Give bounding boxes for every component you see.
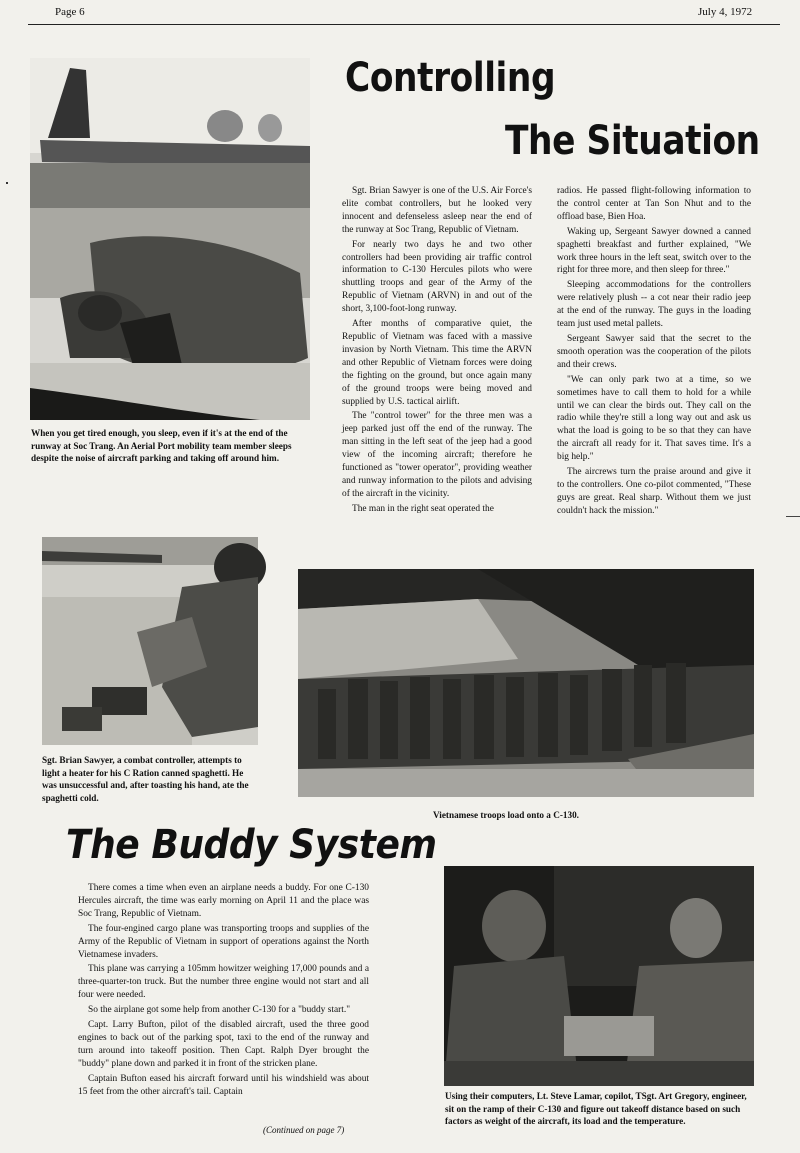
story2-paragraph: This plane was carrying a 105mm howitzer weighing 17,000 pounds and a three-quarter-ton truck. But the number three engine would not start and all four were needed. <box>78 964 369 1001</box>
crew-computers-photo <box>444 866 754 1086</box>
heater-photo <box>42 537 258 745</box>
continued-note: (Continued on page 7) <box>263 1125 345 1135</box>
sleeping-airman-photo <box>30 58 310 420</box>
crew-photo-caption: Using their computers, Lt. Steve Lamar, copilot, TSgt. Art Gregory, engineer, sit on the ramp of their C-130 and figure out takeoff distance based on such factors as weight of the aircraft, its load and the temperature. <box>445 1091 747 1127</box>
story2-paragraph: The four-engined cargo plane was transporting troops and supplies of the Army of the Republic of Vietnam in support of operations against the North Vietnamese invaders. <box>78 923 369 960</box>
scan-speck <box>6 182 8 184</box>
header-rule <box>28 24 780 25</box>
headline-buddy-system: The Buddy System <box>66 822 437 868</box>
headline-controlling: Controlling <box>345 55 556 101</box>
heater-photo-caption: Sgt. Brian Sawyer, a combat controller, attempts to light a heater for his C Ration canned spaghetti. He was unsuccessful and, after toasting his hand, ate the spaghetti cold. <box>42 755 249 803</box>
story1-paragraph: radios. He passed flight-following information to the control center at Tan Son Nhut and to the offload base, Bien Hoa. <box>557 186 751 222</box>
story2-paragraph: Captain Bufton eased his aircraft forward until his windshield was about 15 feet from the other aircraft's tail. Captain <box>78 1073 369 1097</box>
story2-body <box>78 882 369 1122</box>
story1-paragraph: Sgt. Brian Sawyer is one of the U.S. Air Force's elite combat controllers, but he looked very innocent and defenseless asleep near the end of the runway at Soc Trang, Republic of Vietnam. <box>342 186 532 235</box>
story1-paragraph: For nearly two days he and two other controllers had been providing air traffic control information to C-130 Hercules pilots who were shuttling troops and gear of the Army of the Republic of Vietnam (ARVN) in and out of the short, 3,100-foot-long runway. <box>342 239 532 315</box>
headline-the-situation: The Situation <box>505 118 760 164</box>
story1-paragraph: "We can only park two at a time, so we sometimes have to call them to hold for a while until we can clear the birds out. They call on the radio while they're still a long way out and ask us what the load is going to be so that they can have the aircraft all ready for it. That saves time. It's a big help." <box>557 374 751 463</box>
story2-paragraph: There comes a time when even an airplane needs a buddy. For one C-130 Hercules aircraft, the time was early morning on April 11 and the place was Soc Trang, Republic of Vietnam. <box>78 883 369 919</box>
story2-paragraph: Capt. Larry Bufton, pilot of the disabled aircraft, used the three good engines to back out of the parking spot, taxi to the end of the runway and turn around into takeoff position. Then Capt. Ralph Dyer brought the "buddy" plane down and parked it in front of the stricken plane. <box>78 1020 369 1069</box>
story1-paragraph: The man in the right seat operated the <box>352 503 494 514</box>
story1-paragraph: After months of comparative quiet, the Republic of Vietnam was faced with a massive invasion by North Vietnam. This time the ARVN and other Republic of Vietnam forces were doing the fighting on the ground, but once again many of the ground troops were being moved and supplied by U.S. tactical airlift. <box>342 319 532 407</box>
story1-paragraph: Waking up, Sergeant Sawyer downed a canned spaghetti breakfast and further explained, "We work three hours in the left seat, switch over to the right for three more, and then sleep for three." <box>557 226 751 276</box>
story1-column-1 <box>342 185 532 514</box>
troops-photo-caption: Vietnamese troops load onto a C-130. <box>433 810 579 820</box>
story1-column-2 <box>557 185 751 516</box>
story2-paragraph: So the airplane got some help from another C-130 for a "buddy start." <box>88 1005 351 1016</box>
sleeping-photo-caption: When you get tired enough, you sleep, even if it's at the end of the runway at Soc Trang. An Aerial Port mobility team member sleeps despite the noise of aircraft parking and taking off around him. <box>31 428 292 464</box>
issue-date: July 4, 1972 <box>698 6 753 18</box>
story1-paragraph: The "control tower" for the three men was a jeep parked just off the end of the runway. The man sitting in the left seat of the jeep had a good view of the incoming aircraft; therefore he functioned as "tower operator", providing weather and runway information to the pilots and advising of the aircraft in the vicinity. <box>342 411 532 499</box>
story1-paragraph: The aircrews turn the praise around and give it to the controllers. One co-pilot commented, "These guys are great. Real sharp. Without them we just couldn't hack the mission." <box>557 467 751 516</box>
page-number: Page 6 <box>55 6 85 18</box>
story1-paragraph: Sergeant Sawyer said that the secret to the smooth operation was the cooperation of the pilots and their crews. <box>557 333 751 370</box>
scan-edge-mark <box>786 516 800 517</box>
story1-paragraph: Sleeping accommodations for the controllers were relatively plush -- a cot near their radio jeep at the end of the runway. The guys in the loading team just used metal pallets. <box>557 280 751 330</box>
troops-loading-photo <box>298 569 754 797</box>
